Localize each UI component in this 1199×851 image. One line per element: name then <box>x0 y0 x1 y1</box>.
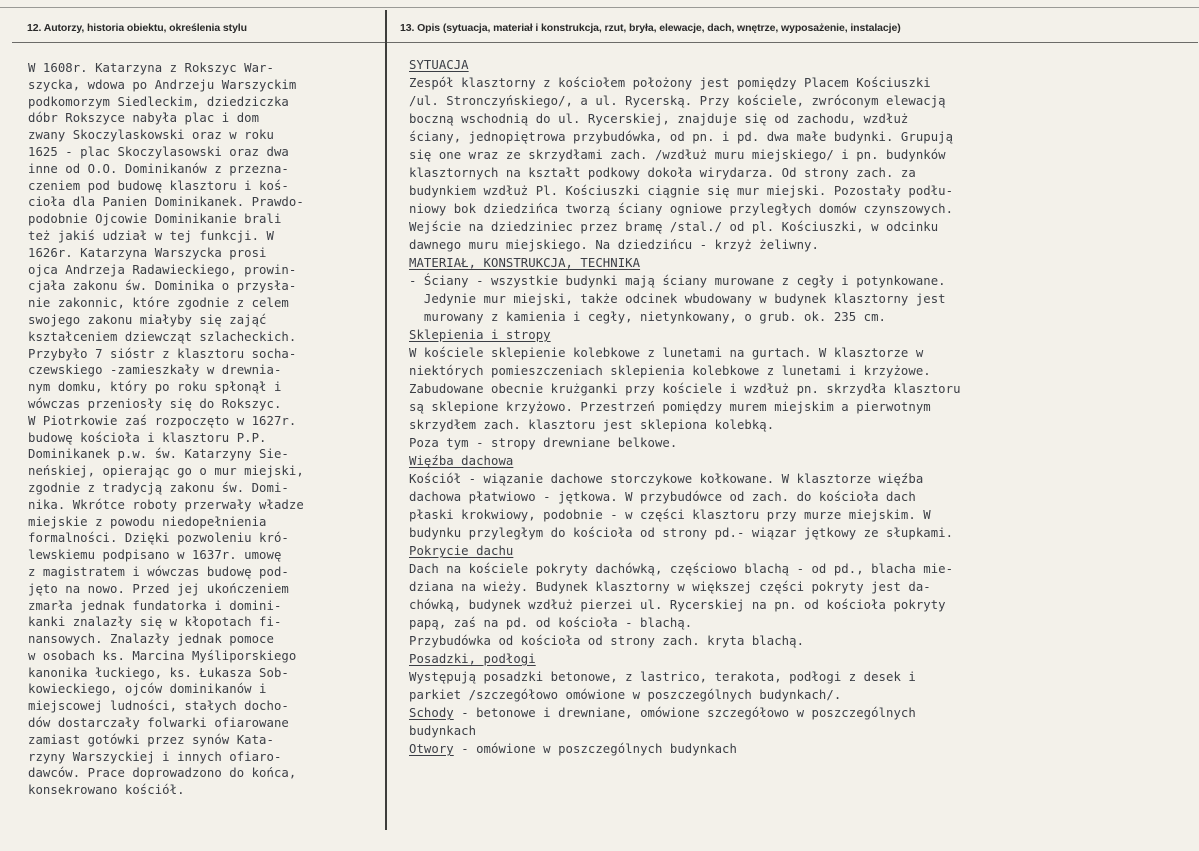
history-line: z magistratem i wówczas budowę pod- <box>28 564 289 579</box>
description-line: dachowa płatwiowo - jętkowa. W przybudówce od zach. do kościoła dach <box>409 490 916 504</box>
description-line: niektórych pomieszczeniach sklepienia kolebkowe z lunetami i krzyżowe. <box>409 364 931 378</box>
top-edge-line <box>0 7 1199 8</box>
section-heading: SYTUACJA <box>409 58 469 72</box>
description-line: Jedynie mur miejski, także odcinek wbudowany w budynek klasztorny jest <box>409 292 946 306</box>
history-line: wówczas przeniosły się do Rokszyc. <box>28 396 282 411</box>
section-heading: Sklepienia i stropy <box>409 328 551 342</box>
history-line: szycka, wdowa po Andrzeju Warszyckim <box>28 77 297 92</box>
section-heading: Więźba dachowa <box>409 454 514 468</box>
history-line: nika. Wkrótce roboty przerwały władze <box>28 497 304 512</box>
history-line: jęto na nowo. Przed jej ukończeniem <box>28 581 289 596</box>
history-line: Przybyło 7 sióstr z klasztoru socha- <box>28 346 297 361</box>
history-line: konsekrowano kościół. <box>28 783 185 798</box>
description-line: - Ściany - wszystkie budynki mają ściany murowane z cegły i potynkowane. <box>409 274 946 288</box>
history-line: 1626r. Katarzyna Warszycka prosi <box>28 245 267 260</box>
description-line: Kościół - wiązanie dachowe storczykowe kołkowane. W klasztorze więźba <box>409 472 924 486</box>
schody-continuation: budynkach <box>409 724 477 738</box>
otwory-label: Otwory <box>409 742 454 756</box>
description-line: Zabudowane obecnie krużganki przy kościele i wzdłuż pn. skrzydła klasztoru <box>409 382 961 396</box>
history-line: dóbr Rokszyce nabyła plac i dom <box>28 111 260 126</box>
history-line: zgodnie z tradycją zakonu św. Domi- <box>28 480 289 495</box>
header-description: 13. Opis (sytuacja, materiał i konstrukcja, rzut, bryła, elewacje, dach, wnętrze, wyposażenie, instalacje) <box>400 22 901 34</box>
history-line: miejscowej ludności, stałych docho- <box>28 699 289 714</box>
schody-text: - betonowe i drewniane, omówione szczegółowo w poszczególnych <box>453 706 916 720</box>
description-line: Występują posadzki betonowe, z lastrico, terakota, podłogi z desek i <box>409 670 916 684</box>
description-column <box>409 56 961 758</box>
history-line: ojca Andrzeja Radawieckiego, prowin- <box>28 262 297 277</box>
history-line: W 1608r. Katarzyna z Rokszyc War- <box>28 61 274 75</box>
history-line: kształceniem dziewcząt szlacheckich. <box>28 329 297 344</box>
history-line: podobnie Ojcowie Dominikanie brali <box>28 212 282 227</box>
history-line: nansowych. Znalazły jednak pomoce <box>28 632 274 647</box>
history-line: formalności. Dzięki pozwoleniu kró- <box>28 531 289 546</box>
description-line: się one wraz ze skrzydłami zach. /wzdłuż muru miejskiego/ i pn. budynków <box>409 148 946 162</box>
history-line: cjała zakonu św. Dominika o przysła- <box>28 279 297 294</box>
history-line: nym domku, który po roku spłonął i <box>28 380 282 395</box>
history-line: kanonika łuckiego, ks. Łukasza Sob- <box>28 665 289 680</box>
header-rule <box>12 42 1198 43</box>
column-divider <box>385 10 387 830</box>
history-line: też jakiś udział w tej funkcji. W <box>28 228 274 243</box>
description-line: skrzydłem zach. klasztoru jest sklepiona kolebką. <box>409 418 775 432</box>
history-line: kanki znalazły się w kłopotach fi- <box>28 615 282 630</box>
history-line: zwany Skoczylaskowski oraz w roku <box>28 128 274 143</box>
description-line: Poza tym - stropy drewniane belkowe. <box>409 436 678 450</box>
description-line: niowy bok dziedzińca tworzą ściany ogniowe przyległych domów czynszowych. <box>409 202 954 216</box>
description-line: płaski krokwiowy, podobnie - w części klasztoru przy murze miejskim. W <box>409 508 931 522</box>
history-line: zamiast gotówki przez synów Kata- <box>28 732 274 747</box>
description-line: murowany z kamienia i cegły, nietynkowany, o grub. ok. 235 cm. <box>409 310 887 324</box>
history-line: kowieckiego, ojców dominikanów i <box>28 682 267 697</box>
header-authors-history: 12. Autorzy, historia obiektu, określenia stylu <box>27 22 247 34</box>
description-line: papą, zaś na pd. od kościoła - blachą. <box>409 616 693 630</box>
history-line: zmarła jednak fundatorka i domini- <box>28 598 282 613</box>
description-line: /ul. Stronczyńskiego/, a ul. Rycerską. Przy kościele, zwróconym elewacją <box>409 94 946 108</box>
history-line: nie zakonnic, które zgodnie z celem <box>28 296 289 311</box>
history-line: dów dostarczały folwarki ofiarowane <box>28 716 289 731</box>
description-line: Wejście na dziedziniec przez bramę /stal./ od pl. Kościuszki, w odcinku <box>409 220 939 234</box>
history-line: neńskiej, opierając go o mur miejski, <box>28 464 304 479</box>
history-line: w osobach ks. Marcina Myśliporskiego <box>28 648 297 663</box>
schody-label: Schody <box>409 706 454 720</box>
section-heading: MATERIAŁ, KONSTRUKCJA, TECHNIKA <box>409 256 641 270</box>
otwory-text: - omówione w poszczególnych budynkach <box>453 742 737 756</box>
description-line: boczną wschodnią do ul. Rycerskiej, znajduje się od zachodu, wzdłuż <box>409 112 909 126</box>
description-line: klasztornych na kształt podkowy dokoła wirydarza. Od strony zach. za <box>409 166 916 180</box>
section-heading: Posadzki, podłogi <box>409 652 536 666</box>
description-line: Dach na kościele pokryty dachówką, częściowo blachą - od pd., blacha mie- <box>409 562 954 576</box>
history-line: cioła dla Panien Dominikanek. Prawdo- <box>28 195 304 210</box>
description-line: W kościele sklepienie kolebkowe z lunetami na gurtach. W klasztorze w <box>409 346 924 360</box>
description-line: parkiet /szczegółowo omówione w poszczególnych budynkach/. <box>409 688 842 702</box>
history-line: swojego zakonu miałyby się zająć <box>28 312 267 327</box>
description-line: dawnego muru miejskiego. Na dziedzińcu - krzyż żeliwny. <box>409 238 819 252</box>
history-line: inne od O.O. Dominikanów z przezna- <box>28 161 289 176</box>
history-line: miejskie z powodu niedopełnienia <box>28 514 267 529</box>
description-line: są sklepione krzyżowo. Przestrzeń pomiędzy murem miejskim a pierwotnym <box>409 400 931 414</box>
history-line: podkomorzym Siedleckim, dziedziczka <box>28 94 289 109</box>
history-line: W Piotrkowie zaś rozpoczęto w 1627r. <box>28 413 297 428</box>
history-line: Dominikanek p.w. św. Katarzyny Sie- <box>28 447 289 462</box>
description-line: chówką, budynek wzdłuż pierzei ul. Rycerskiej na pn. od kościoła pokryty <box>409 598 946 612</box>
history-line: rzyny Warszyckiej i innych ofiaro- <box>28 749 282 764</box>
section-heading: Pokrycie dachu <box>409 544 514 558</box>
history-line: czeniem pod budowę klasztoru i koś- <box>28 178 289 193</box>
history-column <box>28 60 304 799</box>
description-line: Przybudówka od kościoła od strony zach. kryta blachą. <box>409 634 805 648</box>
history-line: 1625 - plac Skoczylasowski oraz dwa <box>28 144 289 159</box>
history-line: lewskiemu podpisano w 1637r. umowę <box>28 548 282 563</box>
history-line: dawców. Prace doprowadzono do końca, <box>28 766 297 781</box>
description-line: budynku przyległym do kościoła od strony pd.- wiązar jętkowy ze słupkami. <box>409 526 954 540</box>
description-line: dziana na wieży. Budynek klasztorny w większej części pokryty jest da- <box>409 580 931 594</box>
description-line: ściany, jednopiętrowa przybudówka, od pn. i pd. dwa małe budynki. Grupują <box>409 130 954 144</box>
description-line: budynkiem wzdłuż Pl. Kościuszki ciągnie się mur miejski. Pozostały podłu- <box>409 184 954 198</box>
description-line: Zespół klasztorny z kościołem położony jest pomiędzy Placem Kościuszki <box>409 76 931 90</box>
history-line: czewskiego -zamieszkały w drewnia- <box>28 363 282 378</box>
history-line: budowę kościoła i klasztoru P.P. <box>28 430 267 445</box>
